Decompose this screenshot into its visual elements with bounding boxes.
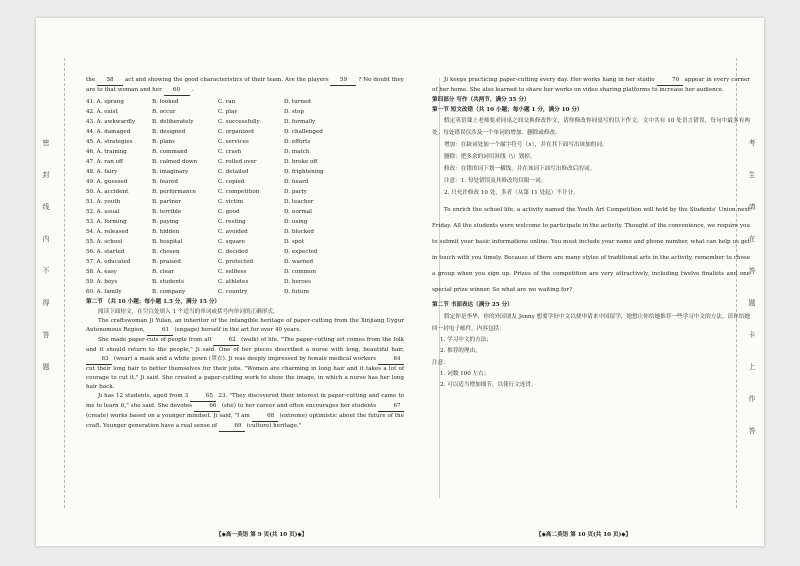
mcq-option: D. spot <box>284 239 304 245</box>
mcq-option: B. feared <box>152 179 178 185</box>
instruction-line: 注意：1. 每处错误及其修改均仅限一词； <box>444 178 547 184</box>
mcq-option: D. broke off <box>284 159 318 165</box>
mcq-row <box>86 127 404 137</box>
mcq-option: B. command <box>152 149 188 155</box>
margin-note-right-char: 答 <box>748 267 756 275</box>
blank-69: 69 <box>219 422 245 432</box>
text: the <box>86 77 98 83</box>
passage-paragraph-2 <box>86 336 404 392</box>
mcq-option: 48. A. fairy <box>86 169 118 175</box>
blank-68: 68 <box>252 412 278 422</box>
margin-note-left-char: 得 <box>42 299 50 307</box>
mcq-option: C. services <box>218 139 249 145</box>
margin-note-left-char: 答 <box>42 331 50 339</box>
exam-sheet <box>36 18 764 546</box>
text: 23. "They discovered their interest in paper-cutting and came to me to learn it," she said. She devotes <box>86 393 404 409</box>
mcq-row <box>86 197 404 207</box>
mcq-option: D. heard <box>284 179 309 185</box>
mcq-option: B. looked <box>152 99 179 105</box>
instruction-line: 增加：在缺词处加一个漏字符号（∧），并在其下面写出该加的词。 <box>444 142 608 148</box>
blank-67: 67 <box>378 402 404 412</box>
mcq-option: D. normal <box>284 209 312 215</box>
mcq-option: 49. A. guessed <box>86 179 128 185</box>
mcq-option: D. heroes <box>284 279 311 285</box>
mcq-row <box>86 207 404 217</box>
mcq-option: D. efforts <box>284 139 311 145</box>
mcq-option: 59. A. boys <box>86 279 118 285</box>
mcq-option: B. students <box>152 279 185 285</box>
margin-note-right-char: 上 <box>748 363 756 371</box>
mcq-row <box>86 107 404 117</box>
mcq-option: C. victim <box>218 199 244 205</box>
right-column <box>432 76 750 391</box>
mcq-option: C. detailed <box>218 169 249 175</box>
mcq-option: D. blocked <box>284 229 314 235</box>
mcq-option: C. successfully <box>218 119 260 125</box>
note-item: 2. 可以适当增加细节，以使行文连贯。 <box>440 382 537 388</box>
writing-prompt: 假定你是李华，你的外国朋友 Jenny 想要学好中文以便申请来中国留学，她想让你给她推荐一些学习中文的方法。请你给她回一封电子邮件，内容包括： <box>432 314 750 332</box>
mcq-option: C. crash <box>218 149 242 155</box>
section2-writing-heading: 第二节 书面表达（满分 25 分） <box>432 302 513 308</box>
content-item: 2. 推荐的理由。 <box>440 348 481 354</box>
text: ? No doubt they are to that woman and her <box>86 77 404 93</box>
instruction-line: 假定英语课上老师要求同桌之间交换修改作文，请你修改你同桌写的以下作文。文中共有 10 处语言错误，每句中最多有两处。每处错误仅涉及一个单词的增加、删除或修改。 <box>432 118 750 136</box>
blank-59: 59 <box>330 76 356 86</box>
text: (engage) herself in the art for over 40 years. <box>172 327 301 333</box>
page-footer-left: 【◆高一英语 第 9 页(共 10 页)◆】 <box>216 532 308 538</box>
blank-66: 66 <box>194 402 220 412</box>
margin-note-right-char: 请 <box>748 203 756 211</box>
mcq-row <box>86 267 404 277</box>
mcq-option: B. hidden <box>152 229 180 235</box>
mcq-option: 58. A. easy <box>86 269 117 275</box>
mcq-option: C. organized <box>218 129 254 135</box>
mcq-option: B. performance <box>152 189 197 195</box>
content-item: 1. 学习中文的方法； <box>440 337 492 343</box>
section1-heading: 第一节 短文改错（共 10 小题；每小题 1 分，满分 10 分） <box>432 107 583 113</box>
part4-heading: 第四部分 写作（共两节，满分 35 分） <box>432 97 530 103</box>
mcq-option: C. good <box>218 209 240 215</box>
margin-note-left-char: 密 <box>42 139 50 147</box>
mcq-option: D. expected <box>284 249 318 255</box>
mcq-option: B. calmed down <box>152 159 198 165</box>
mcq-option: C. play <box>218 109 238 115</box>
mcq-option: C. resting <box>218 219 246 225</box>
page-footer-right: 【◆高二英语 第 10 页(共 10 页)◆】 <box>536 532 632 538</box>
mcq-option: 42. A. exist <box>86 109 118 115</box>
mcq-option: 52. A. usual <box>86 209 120 215</box>
text: (extreme) optimistic about the future of the craft. Younger generation have a real sense of <box>86 413 404 429</box>
mcq-option: C. rolled over <box>218 159 257 165</box>
mcq-row <box>86 147 404 157</box>
mcq-row <box>86 97 404 107</box>
blank-63: 63 <box>86 355 112 365</box>
mcq-option: B. deliberately <box>152 119 194 125</box>
text: Ji has 12 students, aged from 3 <box>98 393 191 399</box>
mcq-option: D. turned <box>284 99 311 105</box>
instruction-line: 2. 只允许修改 10 处，多者（从第 11 处起）不计分。 <box>444 190 579 196</box>
mcq-option: D. using <box>284 219 308 225</box>
mcq-option: B. designed <box>152 129 186 135</box>
mcq-option: 50. A. accident <box>86 189 129 195</box>
mcq-option: 53. A. forming <box>86 219 127 225</box>
text: act and showing the good characteristics of their team. Are the players <box>123 77 331 83</box>
text: (she) to her career and often encourages her students <box>219 403 378 409</box>
mcq-option: 54. A. released <box>86 229 129 235</box>
margin-note-right-char: 作 <box>748 395 756 403</box>
mcq-option: 47. A. ran off <box>86 159 124 165</box>
mcq-option: D. common <box>284 269 316 275</box>
blank-58: 58 <box>97 76 123 86</box>
text: appear in every corner of her home. She also learned to share her works on video sharing platforms to increase her audience. <box>432 77 750 93</box>
passage-paragraph-4 <box>432 76 750 95</box>
mcq-option: D. party <box>284 189 307 195</box>
mcq-option: 45. A. strategies <box>86 139 133 145</box>
mcq-option: C. decided <box>218 249 248 255</box>
mcq-option: 46. A. training <box>86 149 127 155</box>
mcq-option: C. country <box>218 289 248 295</box>
mcq-option: B. praised <box>152 259 181 265</box>
text: Ji keeps practicing paper-cutting every day. Her works hang in her studio <box>444 77 657 83</box>
blank-65: 65 <box>190 392 216 402</box>
mcq-option: B. company <box>152 289 186 295</box>
text: . <box>189 87 194 93</box>
margin-note-right-char: 答 <box>748 427 756 435</box>
writing-notes <box>432 369 750 391</box>
mcq-row <box>86 187 404 197</box>
blank-60: 60 <box>164 86 190 96</box>
mcq-option: D. warned <box>284 259 314 265</box>
writing-content-items <box>432 335 750 357</box>
text: (create) works based on a younger mindset. Ji said, "I am <box>86 413 252 419</box>
mcq-row <box>86 247 404 257</box>
margin-note-left-char: 不 <box>42 267 50 275</box>
mcq-option: C. square <box>218 239 246 245</box>
passage-paragraph-1 <box>86 317 404 336</box>
mcq-option: C. ran <box>218 99 236 105</box>
mcq-option: C. protected <box>218 259 254 265</box>
margin-note-left-char: 题 <box>42 363 50 371</box>
text: cut their long hair to better themselves for their jobs. "Women are charming in long hair and it takes a lot of courage to cut it," Ji said. She created a paper-cutting work to show the image, in which a nurse has her long hair back. <box>86 366 404 390</box>
mcq-option: B. occur <box>152 109 176 115</box>
mcq-row <box>86 217 404 227</box>
mcq-option: 56. A. started <box>86 249 125 255</box>
margin-note-left-char: 封 <box>42 171 50 179</box>
mcq-option: B. plans <box>152 139 175 145</box>
text: (culture) heritage." <box>244 423 302 429</box>
mcq-option: D. stop <box>284 109 304 115</box>
seal-line-left <box>64 58 65 508</box>
mcq-row <box>86 227 404 237</box>
mcq-option: 44. A. damaged <box>86 129 131 135</box>
mcq-row <box>86 167 404 177</box>
text: (walk) of life. "The paper-cutting art comes from the folk and it should return to the people," Ji said. One of her pieces described a nurse with long, beautiful hair, <box>86 337 404 353</box>
section1-instructions <box>432 115 750 199</box>
mcq-row <box>86 177 404 187</box>
left-column <box>86 76 404 432</box>
mcq-option: D. challenged <box>284 129 323 135</box>
text: (wear) a mask and a white gown (罩衣). Ji was deeply impressed by female medical workers <box>112 356 378 362</box>
mcq-option: D. teacher <box>284 199 314 205</box>
mcq-option: B. chosen <box>152 249 180 255</box>
mcq-option: 60. A. family <box>86 289 122 295</box>
mcq-option: D. formally <box>284 119 316 125</box>
mcq-option: D. match <box>284 149 310 155</box>
multiple-choice-options <box>86 97 404 297</box>
mcq-row <box>86 287 404 297</box>
mcq-option: B. hospital <box>152 239 183 245</box>
instruction-line: 删除：把多余的词用斜线（\）划掉。 <box>444 154 536 160</box>
blank-61: 61 <box>147 326 173 336</box>
margin-note-left <box>40 136 52 392</box>
text: The craftswoman Ji Yulan, an inheritor of the intangible heritage of paper-cutting from the Xinjiang Uygur Autonomous Region, <box>86 318 404 333</box>
mcq-option: 43. A. awkwardly <box>86 119 136 125</box>
essay-correction-text <box>432 202 750 298</box>
blank-64: 64 <box>378 355 404 365</box>
mcq-row <box>86 137 404 147</box>
margin-note-right-char: 考 <box>748 139 756 147</box>
section2-heading: 第二节 （共 10 小题；每小题 1.5 分，满分 15 分） <box>86 299 221 305</box>
margin-note-right-char: 卡 <box>748 331 756 339</box>
mcq-option: B. clear <box>152 269 174 275</box>
mcq-option: C. selfless <box>218 269 247 275</box>
margin-note-right-char: 生 <box>748 171 756 179</box>
mcq-option: 55. A. school <box>86 239 123 245</box>
mcq-option: C. competition <box>218 189 260 195</box>
mcq-row <box>86 257 404 267</box>
notes-heading: 注意： <box>432 360 449 366</box>
mcq-option: B. terrible <box>152 209 182 215</box>
essay-text: To enrich the school life, a activity named the Youth Art Competition will held by the Students' Union next Friday. All the students were welcome to participate in the activity. Thought of the convenience, we require you to submit your basic informations online. You must include your name and phone number, what can help us get in touch with you timely. Because of there are many styles of traditional arts in the activity, remember to chose a group when you sign up. Prizes of the competition are very attractively, including twelve finalists and one special prize winner. So what are we waiting for? <box>432 207 750 293</box>
margin-note-right-char: 在 <box>748 235 756 243</box>
mcq-option: B. partner <box>152 199 182 205</box>
mcq-option: C. avoided <box>218 229 248 235</box>
mcq-option: 57. A. educated <box>86 259 131 265</box>
mcq-option: 51. A. youth <box>86 199 121 205</box>
cloze-ending-paragraph <box>86 76 404 96</box>
mcq-row <box>86 277 404 287</box>
mcq-option: 41. A. sprang <box>86 99 124 105</box>
mcq-row <box>86 117 404 127</box>
blank-62: 62 <box>213 336 239 346</box>
mcq-option: B. paying <box>152 219 179 225</box>
instruction-line: 修改：在错的词下划一横线，并在该词下面写出修改后的词。 <box>444 166 596 172</box>
mcq-option: C. copied <box>218 179 245 185</box>
passage-paragraph-3 <box>86 392 404 432</box>
text: She made paper-cuts of people from all <box>98 337 214 343</box>
margin-note-left-char: 内 <box>42 235 50 243</box>
mcq-option: B. imaginary <box>152 169 189 175</box>
mcq-option: D. future <box>284 289 310 295</box>
mcq-row <box>86 237 404 247</box>
blank-70: 70 <box>657 76 683 86</box>
mcq-option: D. frightening <box>284 169 324 175</box>
mcq-option: C. athletes <box>218 279 249 285</box>
margin-note-left-char: 线 <box>42 203 50 211</box>
note-item: 1. 词数 100 左右； <box>440 371 490 377</box>
section2-instruction: 阅读下面短文，在空白处填入 1 个适当的单词或括号内单词的正确形式。 <box>98 309 279 315</box>
margin-note-right-char: 题 <box>748 299 756 307</box>
mcq-row <box>86 157 404 167</box>
